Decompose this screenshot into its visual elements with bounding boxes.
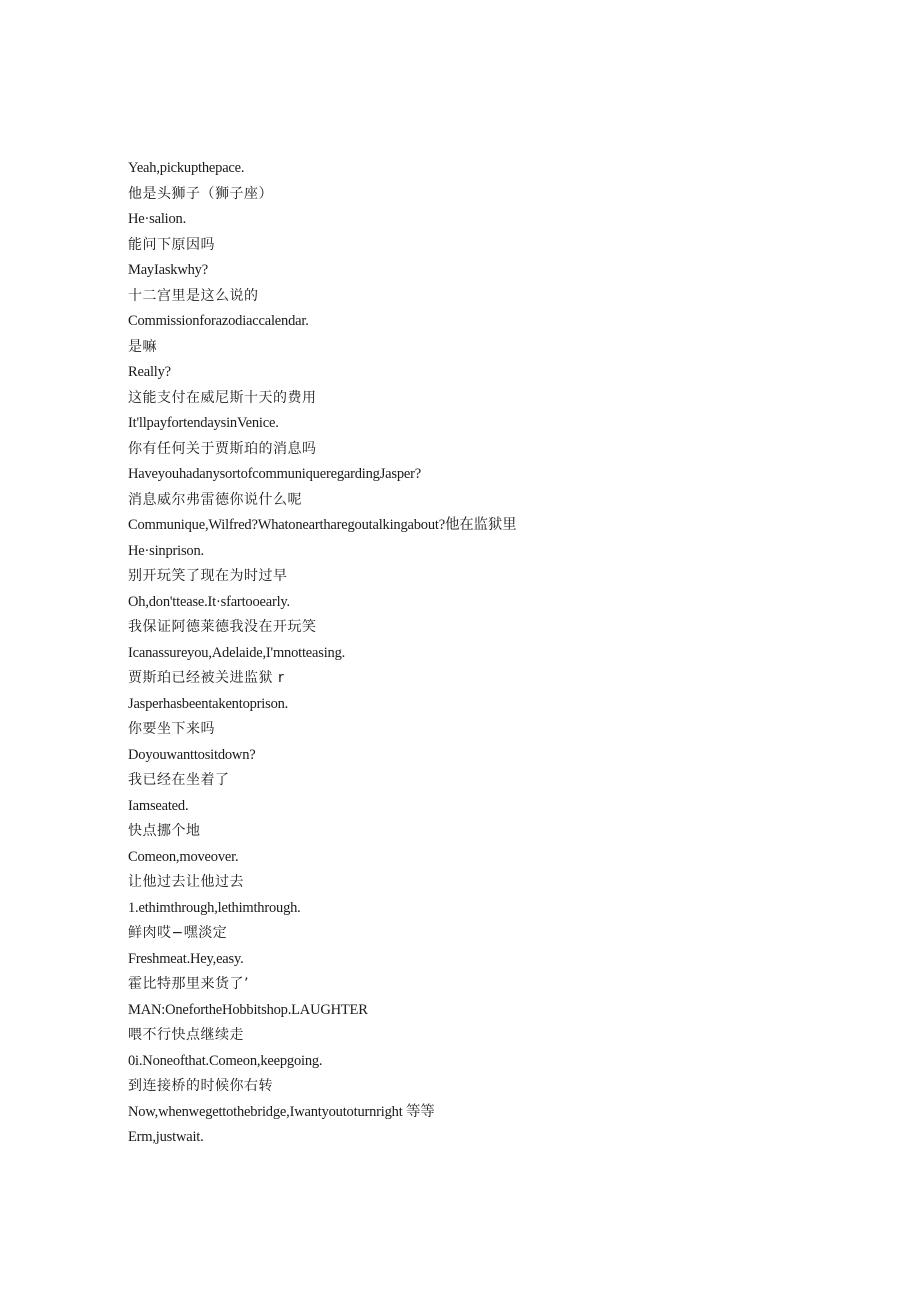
subtitle-line: 霍比特那里来货了’ <box>128 976 249 992</box>
subtitle-line: He·salion. <box>128 211 186 227</box>
subtitle-line: MayIaskwhy? <box>128 262 208 278</box>
subtitle-line: It'llpayfortendaysinVenice. <box>128 415 279 431</box>
subtitle-lines <box>128 156 868 1151</box>
subtitle-line: 你有任何关于贾斯珀的消息吗 <box>128 440 317 457</box>
subtitle-line: He·sinprison. <box>128 542 204 559</box>
subtitle-line: 我已经在坐着了 <box>128 772 230 788</box>
subtitle-line: Jasperhasbeentakentoprison. <box>128 695 289 712</box>
subtitle-line: 消息威尔弗雷德你说什么呢 <box>128 491 302 508</box>
subtitle-line: Communique,Wilfred?Whatoneartharegoutalkingabout?他在监狱里 <box>128 517 517 533</box>
subtitle-line: 鲜肉哎−嘿淡定 <box>128 925 228 941</box>
subtitle-line: 贾斯珀已经被关进监狱 r <box>128 670 285 686</box>
subtitle-line: 让他过去让他过去 <box>128 874 244 890</box>
subtitle-line: 1.ethimthrough,lethimthrough. <box>128 899 301 916</box>
subtitle-line: 他是头狮子（狮子座） <box>128 185 273 202</box>
subtitle-line: 我保证阿德莱德我没在开玩笑 <box>128 619 317 635</box>
subtitle-line: Commissionforazodiaccalendar. <box>128 313 309 329</box>
subtitle-line: Iamseated. <box>128 797 189 814</box>
subtitle-line: Doyouwanttositdown? <box>128 746 256 763</box>
subtitle-line: Freshmeat.Hey,easy. <box>128 950 244 967</box>
subtitle-line: MAN:OnefortheHobbitshop.LAUGHTER <box>128 1001 368 1018</box>
subtitle-line: 别开玩笑了现在为时过早 <box>128 568 288 584</box>
subtitle-line: 这能支付在威尼斯十天的费用 <box>128 389 317 406</box>
subtitle-line: Oh,don'ttease.It·sfartooearly. <box>128 593 290 610</box>
subtitle-line: 喂不行快点继续走 <box>128 1027 244 1043</box>
subtitle-line: 你要坐下来吗 <box>128 721 215 737</box>
subtitle-line: 是嘛 <box>128 338 157 355</box>
subtitle-line: Really? <box>128 364 171 380</box>
subtitle-line: 0i.Noneofthat.Comeon,keepgoing. <box>128 1052 323 1069</box>
subtitle-line: 到连接桥的时候你右转 <box>128 1078 273 1094</box>
subtitle-line: Erm,justwait. <box>128 1129 204 1145</box>
subtitle-line: HaveyouhadanysortofcommuniqueregardingJasper? <box>128 466 421 482</box>
subtitle-line: Yeah,pickupthepace. <box>128 160 245 176</box>
subtitle-line: Now,whenwegettothebridge,Iwantyoutoturnright 等等 <box>128 1103 435 1120</box>
subtitle-line: Comeon,moveover. <box>128 848 239 865</box>
subtitle-line: 十二宫里是这么说的 <box>128 287 259 304</box>
subtitle-line: Icanassureyou,Adelaide,I'mnotteasing. <box>128 644 346 661</box>
subtitle-line: 能问下原因吗 <box>128 236 215 253</box>
subtitle-line: 快点挪个地 <box>128 823 201 839</box>
